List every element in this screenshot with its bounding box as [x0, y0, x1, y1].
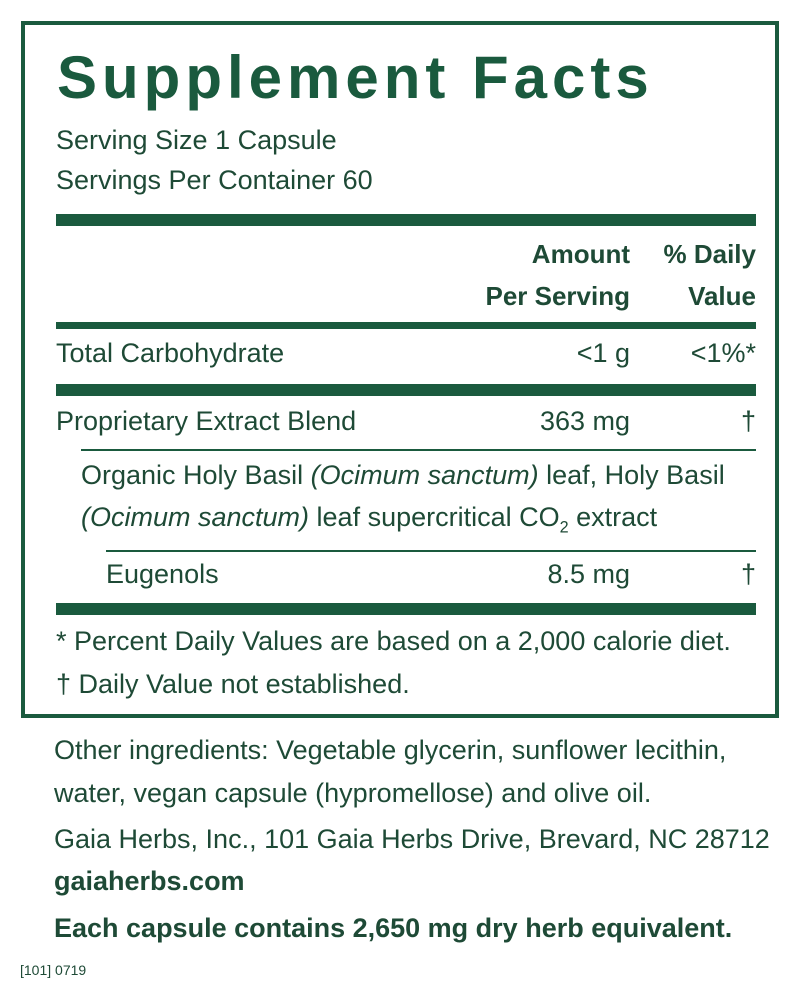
row-dv-eugenols: † — [740, 559, 756, 589]
medium-divider — [56, 322, 756, 329]
daily-value-header-line1: % Daily — [663, 239, 756, 269]
serving-size: Serving Size 1 Capsule — [56, 125, 337, 155]
thin-divider-blend — [81, 449, 756, 451]
row-amount-proprietary-blend: 363 mg — [539, 406, 630, 436]
manufacturer-address: Gaia Herbs, Inc., 101 Gaia Herbs Drive, Brevard, NC 28712 — [54, 824, 770, 854]
amount-header — [405, 233, 630, 317]
daily-value-header-line2: Value — [688, 281, 756, 311]
panel-title: Supplement Facts — [57, 44, 654, 111]
row-dv-proprietary-blend: † — [740, 406, 756, 436]
daily-value-header — [635, 233, 756, 317]
servings-per-container: Servings Per Container 60 — [56, 165, 373, 195]
website: gaiaherbs.com — [54, 866, 245, 896]
row-name-eugenols: Eugenols — [106, 559, 219, 589]
row-dv-total-carbohydrate: <1%* — [690, 338, 756, 368]
thin-divider-eugenols — [106, 550, 756, 552]
row-amount-total-carbohydrate: <1 g — [576, 338, 630, 368]
other-ingredients-line2: water, vegan capsule (hypromellose) and olive oil. — [54, 778, 652, 808]
row-amount-eugenols: 8.5 mg — [547, 559, 630, 589]
thick-divider-top — [56, 214, 756, 226]
row-name-proprietary-blend: Proprietary Extract Blend — [56, 406, 357, 436]
label-code: [101] 0719 — [20, 962, 87, 978]
footnote-dagger: † Daily Value not established. — [56, 669, 410, 699]
other-ingredients-line1: Other ingredients: Vegetable glycerin, sunflower lecithin, — [54, 735, 727, 765]
amount-header-line2: Per Serving — [485, 281, 630, 311]
herb-equivalent: Each capsule contains 2,650 mg dry herb equivalent. — [54, 913, 733, 943]
supplement-facts-panel — [21, 21, 779, 718]
thick-divider-bottom — [56, 603, 756, 615]
row-name-total-carbohydrate: Total Carbohydrate — [56, 338, 285, 368]
blend-description-line2: (Ocimum sanctum) leaf supercritical $CO_2$ extract — [81, 502, 658, 537]
amount-header-line1: Amount — [531, 239, 630, 269]
thick-divider-middle — [56, 384, 756, 396]
blend-description-line1: Organic Holy Basil (Ocimum sanctum) leaf, Holy Basil — [81, 460, 725, 490]
footnote-percent-daily: * Percent Daily Values are based on a 2,000 calorie diet. — [56, 626, 731, 656]
